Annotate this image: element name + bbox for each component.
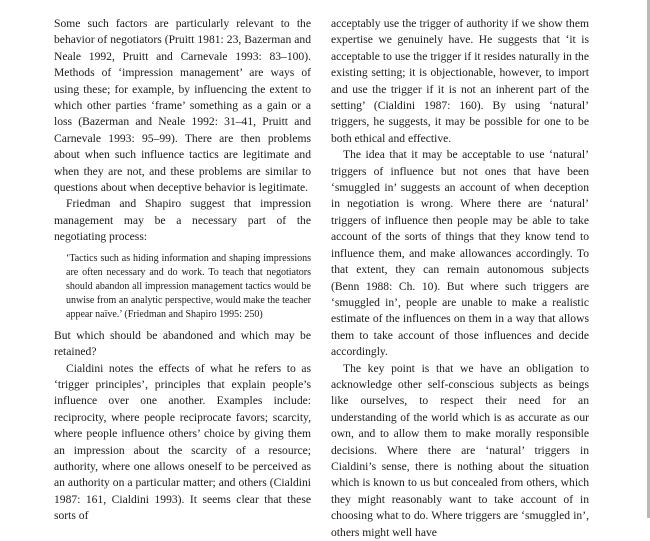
paragraph: Some such factors are particularly relevant to the behavior of negotiators (Pruitt 1981: 23, Bazerman and Neale 1992, Pruitt and Carnevale 1993: 83–100). Methods of ‘impression management’ are ways of using these; for example, by influencing the extent to which other parties ‘frame’ something as a gain or a loss (Bazerman and Neale 1992: 31–41, Pruitt and Carnevale 1993: 95–99). There are then problems about when such influence tactics are legitimate and when they are not, and these problems are similar to questions about when deceptive behavior is legitimate. <box>54 17 311 195</box>
paragraph: The idea that it may be acceptable to use ‘natural’ triggers of influence but not ones that have been ‘smuggled in’ suggests an account of when deception in negotiation is wrong. Where there are ‘natural’ triggers of influence then people may be able to take account of the sorts of things that they know tend to influence them, and make allowances accordingly. To that extent, they can remain autonomous subjects (Benn 1988: Ch. 10). But where such triggers are ‘smuggled in’, people are unable to make a realistic estimate of the influences on them in a way that allows them to take account of those influences and decide accordingly. <box>331 148 589 359</box>
block-quote: ‘Tactics such as hiding information and shaping impressions are often necessary and do work. To teach that negotiators should abandon all impression management tactics would be unwise from an analytic perspective, would make the teacher appear naïve.’ (Friedman and Shapiro 1995: 250) <box>66 252 311 320</box>
paragraph: Cialdini notes the effects of what he refers to as ‘trigger principles’, principles that explain people’s influence over one another. Examples include: reciprocity, where people reciprocate favors; scarcity, where people influence others’ choice by giving them an impression about the scarcity of a resource; authority, where one allows oneself to be perceived as an authority on a particular matter; and others (Cialdini 1987: 161, Cialdini 1993). It seems clear that these sorts of <box>54 361 311 523</box>
paragraph: The key point is that we have an obligation to acknowledge other self-conscious subjects as beings like ourselves, to respect their need for an understanding of the world which is as accurate as our own, and to allow them to make morally responsible decisions. Where there are ‘natural’ triggers in Cialdini’s sense, there is nothing about the situation which is known to us but concealed from others, which they might reasonably want to take account of in choosing what to do. Where triggers are ‘smuggled in’, others might well have <box>331 361 589 539</box>
left-column <box>54 16 311 525</box>
paragraph: But which should be abandoned and which may be retained? <box>54 328 311 359</box>
paragraph: Friedman and Shapiro suggest that impression management may be a necessary part of the negotiating process: <box>54 197 311 244</box>
right-column <box>331 16 589 541</box>
paragraph: acceptably use the trigger of authority if we show them expertise we genuinely have. He suggests that ‘it is acceptable to use the trigger if it resides naturally in the existing setting; it is objectionable, however, to import and use the trigger if it is not an inherent part of the setting’ (Cialdini 1987: 160). By using ‘natural’ triggers, he suggests, it may be possible for one to be both ethical and effective. <box>331 17 589 145</box>
